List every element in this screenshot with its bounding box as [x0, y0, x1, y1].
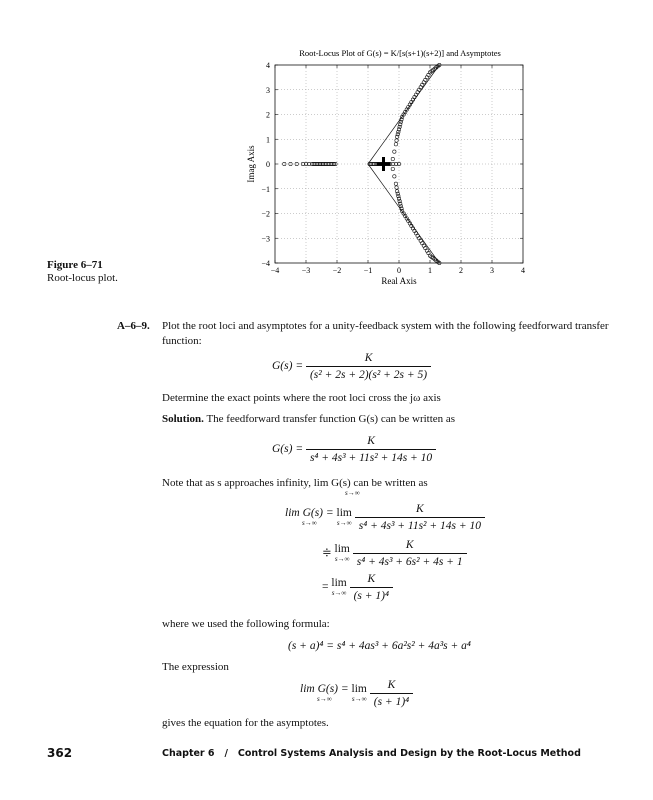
- locus-point: [427, 251, 430, 254]
- chart-points: [283, 63, 441, 264]
- eq3-lim-2: [335, 544, 350, 564]
- equation-3-line-3: [322, 573, 393, 602]
- eq4-denominator: (s + 1)⁴: [370, 693, 413, 708]
- locus-point: [391, 167, 394, 170]
- locus-point: [393, 150, 396, 153]
- root-locus-chart: [230, 40, 540, 290]
- locus-point: [421, 242, 424, 245]
- x-tick-label: −3: [301, 266, 311, 275]
- figure-label: Figure 6–71: [47, 259, 103, 271]
- eq4-lim-sub: s→∞: [351, 694, 367, 703]
- note-text: [162, 476, 428, 491]
- eq3-den-3: (s + 1)⁴: [350, 587, 393, 602]
- eq3-lim-sub-1: s→∞: [336, 518, 352, 527]
- formula-intro: where we used the following formula:: [162, 618, 330, 630]
- determine-text: Determine the exact points where the root loci cross the jω axis: [162, 392, 441, 404]
- eq1-lhs: G(s) =: [272, 360, 304, 373]
- eq4-lhs: lim G(s) =: [300, 682, 349, 695]
- locus-point: [425, 76, 428, 79]
- eq2-denominator: s⁴ + 4s³ + 11s² + 14s + 10: [306, 449, 436, 464]
- y-tick-label: −4: [261, 259, 270, 268]
- eq3-op-3: =: [322, 581, 329, 594]
- eq1-denominator: (s² + 2s + 2)(s² + 2s + 5): [306, 366, 431, 381]
- chart-title: Root-Locus Plot of G(s) = K/[s(s+1)(s+2)] and Asymptotes: [299, 48, 501, 58]
- x-tick-label: −2: [332, 266, 342, 275]
- locus-point: [416, 234, 419, 237]
- locus-point: [414, 93, 417, 96]
- equation-1: [272, 352, 431, 381]
- y-tick-label: −2: [261, 209, 270, 219]
- eq1-fraction: [306, 352, 431, 381]
- eq3-fraction-1: [355, 503, 485, 532]
- page-number: 362: [47, 746, 73, 760]
- solution-label: Solution.: [162, 413, 204, 425]
- problem-statement: Plot the root loci and asymptotes for a unity-feedback system with the following feedforward transfer function:: [162, 320, 609, 347]
- locus-point: [427, 73, 430, 76]
- note-lim-sub: s→∞: [345, 489, 360, 497]
- solution-text: The feedforward transfer function G(s) can be written as: [206, 413, 456, 425]
- eq1-numerator: K: [364, 352, 373, 364]
- eq3-num-2: K: [405, 539, 414, 551]
- formula: (s + a)⁴ = s⁴ + 4as³ + 6a²s² + 4a³s + a⁴: [288, 640, 471, 652]
- locus-point: [413, 229, 416, 232]
- locus-point: [414, 232, 417, 235]
- x-tick-label: 1: [428, 266, 432, 275]
- x-tick-label: −1: [363, 266, 373, 275]
- eq2-fraction: [306, 435, 436, 464]
- chapter-footer: Chapter 6 / Control Systems Analysis and Design by the Root-Locus Method: [162, 748, 581, 759]
- equation-3-line-1: [285, 503, 485, 532]
- eq3-lim-word-1: lim: [336, 506, 352, 519]
- note-body: Note that as s approaches infinity, lim G(s) can be written as: [162, 477, 428, 489]
- x-tick-label: 0: [397, 266, 401, 275]
- eq3-lim-sub-3: s→∞: [331, 588, 347, 597]
- eq3-fraction-3: [350, 573, 393, 602]
- locus-point: [425, 249, 428, 252]
- eq4-lhs-sub: s→∞: [316, 694, 332, 703]
- x-axis-label: Real Axis: [381, 276, 417, 286]
- eq3-lim-1: [337, 508, 352, 528]
- closing-text: gives the equation for the asymptotes.: [162, 717, 329, 729]
- locus-point: [424, 78, 427, 81]
- eq3-lhs-sub: s→∞: [301, 518, 317, 527]
- equation-4: [300, 679, 413, 708]
- figure-caption: Root-locus plot.: [47, 272, 118, 284]
- eq4-fraction: [370, 679, 413, 708]
- locus-point: [419, 239, 422, 242]
- y-tick-label: −1: [261, 184, 270, 194]
- locus-point: [422, 81, 425, 84]
- locus-point: [424, 246, 427, 249]
- eq4-lim-word: lim: [351, 682, 367, 695]
- locus-point: [394, 182, 397, 185]
- solution-line: [162, 412, 455, 427]
- locus-point: [395, 186, 398, 189]
- eq3-den-2: s⁴ + 4s³ + 6s² + 4s + 1: [353, 553, 467, 568]
- eq3-num-1: K: [416, 503, 424, 515]
- problem-number: A–6–9.: [117, 320, 150, 332]
- locus-point: [394, 143, 397, 146]
- eq4-lhs-lim: [300, 684, 349, 704]
- eq3-fraction-2: [353, 539, 467, 568]
- locus-point: [391, 157, 394, 160]
- eq3-num-3: K: [367, 573, 376, 585]
- equation-3-line-2: [322, 539, 467, 568]
- chart-pole-marker: [377, 157, 391, 171]
- y-tick-label: −3: [261, 234, 270, 244]
- locus-point: [393, 175, 396, 178]
- eq3-lim-sub-2: s→∞: [334, 554, 350, 563]
- x-tick-label: 4: [521, 266, 525, 275]
- expression-intro: The expression: [162, 661, 229, 673]
- locus-point: [422, 244, 425, 247]
- locus-point: [413, 95, 416, 98]
- eq3-lim-word-3: lim: [331, 576, 347, 589]
- locus-point: [395, 139, 398, 142]
- eq4-lim: [352, 684, 367, 704]
- eq3-den-1: s⁴ + 4s³ + 11s² + 14s + 10: [355, 517, 485, 532]
- locus-point: [416, 91, 419, 94]
- x-tick-label: 2: [459, 266, 463, 275]
- eq3-lhs: lim G(s) =: [285, 506, 334, 519]
- locus-point: [421, 83, 424, 86]
- y-axis-label: Imag Axis: [246, 145, 256, 183]
- x-tick-label: −4: [270, 266, 280, 275]
- eq4-numerator: K: [387, 679, 396, 691]
- locus-point: [419, 86, 422, 89]
- eq3-lim-word-2: lim: [334, 542, 350, 555]
- eq3-lhs-lim: [285, 508, 334, 528]
- eq3-lim-3: [331, 578, 346, 598]
- eq3-op-2: ≑: [322, 547, 332, 560]
- eq2-lhs: G(s) =: [272, 443, 304, 456]
- y-tick-label: 1: [266, 135, 270, 145]
- y-tick-label: 0: [266, 160, 270, 169]
- x-tick-labels: [271, 65, 525, 275]
- y-tick-label: 2: [266, 110, 270, 120]
- y-tick-labels: [261, 61, 523, 268]
- eq2-numerator: K: [367, 435, 375, 447]
- y-tick-label: 3: [266, 85, 270, 95]
- equation-2: [272, 435, 436, 464]
- x-tick-label: 3: [490, 266, 494, 275]
- y-tick-label: 4: [266, 61, 270, 70]
